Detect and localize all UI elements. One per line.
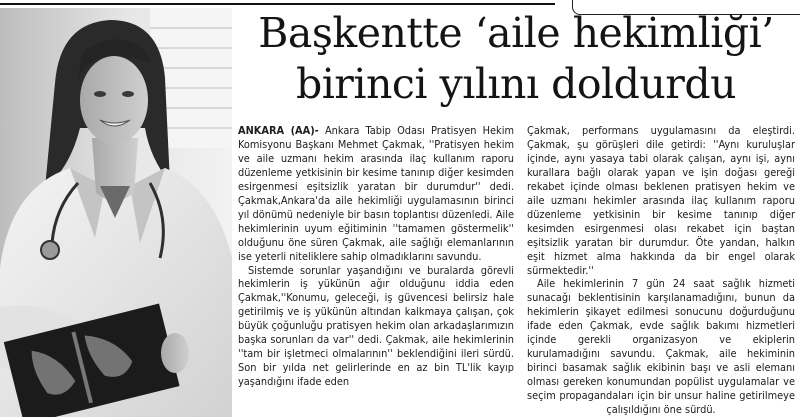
doctor-photo [0,8,232,417]
article-paragraph [238,124,514,264]
article-column-2 [527,124,795,417]
dateline: ANKARA (AA)- [238,124,319,137]
headline [240,8,792,110]
article-column-1 [238,124,514,389]
article-paragraph: Aile hekimlerinin 7 gün 24 saat sağlık hizmeti sunacağı beklentisinin karşılanamadığını, bunun da hekimlerin şikayet edilmesi sonucunu doğurduğunu ifade eden Çakmak, evde sağlık bakımı hizmetleri içinde gerekli organizasyon ve ekiplerin kurulamadığını savundu. Çakmak, aile hekiminin birinci basamak sağlık ekibinin başı ve asli elemanı olması gereken konumundan popülist uygulamalar ve seçim propagandaları için bir unsur haline getirilmeye çalışıldığını öne sürdü. [527,277,795,417]
article-paragraph: Sistemde sorunlar yaşandığını ve buralarda görevli hekimlerin iş yükünün ağır olduğunu iddia eden Çakmak,''Konumu, geleceği, iş güvencesi belirsiz hale getirilmiş ve iş yükünün altından kalkmaya çalışan, çok büyük çoğunluğu pratisyen hekim olan arkadaşlarımızın başka sorunları da var'' dedi. Çakmak, aile hekimlerinin ''tam bir işletmeci olmalarının'' beklendiğini ileri sürdü. Son bir yılda net gelirlerinde en az bin TL'lik kayıp yaşandığını ifade eden [238,263,514,389]
article-paragraph: Çakmak, performans uygulamasını da eleştirdi. Çakmak, şu görüşleri dile getirdi: ''Aynı kuruluşlar içinde, aynı yasaya tabi olarak çalışan, aynı işi, aynı kurallara bağlı olarak yapan ve işin doğası gereği rekabet içinde olması beklenen pratisyen hekim ve aile uzmanı hekimler arasında ilaç kullanım raporu düzenleme yetkisinin bir kesime tanınıp diğer kesimden esirgenmesi olası rekabet için baştan eşitsizlik yaratan bir durumdur. Öte yandan, halkın eşit hizmet alma hakkında da bir engel olarak sürmektedir.'' [527,124,795,277]
headline-line-2: birinci yılını doldurdu [295,60,737,108]
headline-line-1: Başkentte ‘aile hekimliği’ [258,9,774,57]
paragraph-text: Ankara Tabip Odası Pratisyen Hekim Komisyonu Başkanı Mehmet Çakmak, ''Pratisyen hekim ve aile uzmanı hekim arasında ilaç kullanım raporu düzenleme yetkisinin bir kesime tanınıp diğer kesimden esirgenmesi eşitsizlik yaratan bir durumdur'' dedi. Çakmak,Ankara'da aile hekimliği uygulamasının birinci yıl dönümü nedeniyle bir basın toplantısı düzenledi. Aile hekimlerinin uyum eğitiminin ''tamamen göstermelik'' olduğunu öne süren Çakmak, aile sağlığı elemanlarının ise yeterli niteliklere sahip olmadıklarını savundu. [238,124,514,263]
top-rule [0,3,555,5]
